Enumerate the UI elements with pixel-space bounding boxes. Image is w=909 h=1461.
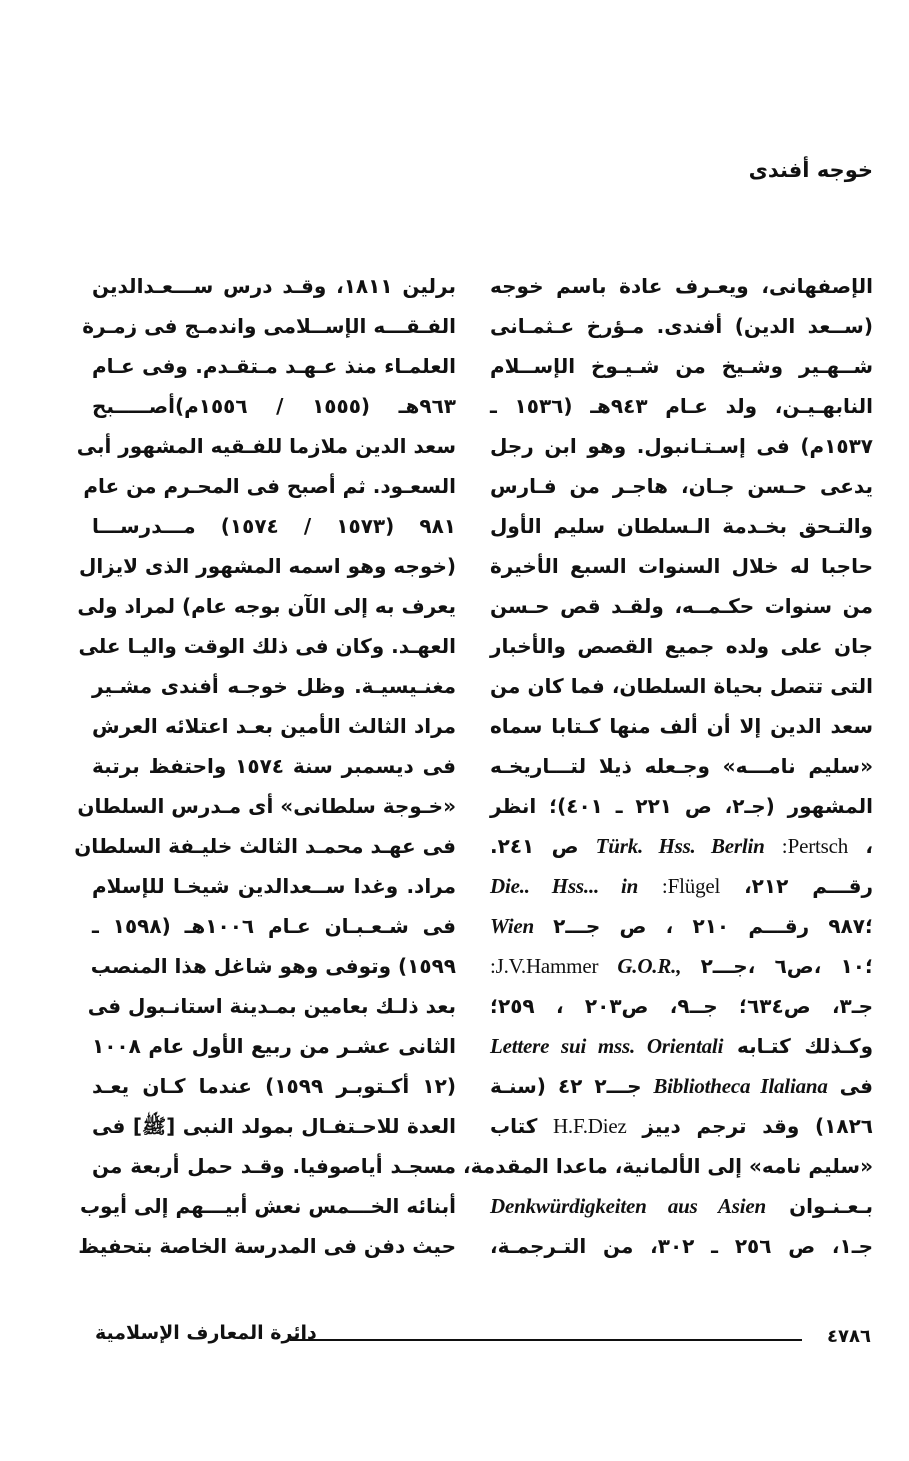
text-line — [490, 306, 873, 346]
text-segment: يعرف به إلى الآن بوجه عام) لمراد ولى — [77, 594, 456, 618]
text-segment: السعـود. ثم أصبح فى المحـرم من عام — [83, 474, 456, 498]
text-line — [490, 1186, 873, 1226]
text-line — [490, 1026, 873, 1066]
text-segment: ٩٦٣هـ (١٥٥٥ / ١٥٥٦م)أصـــــبح — [92, 394, 456, 418]
text-segment: فى — [839, 1074, 874, 1098]
text-line — [490, 1106, 873, 1146]
text-line — [92, 906, 456, 946]
text-line — [490, 466, 873, 506]
text-line — [92, 746, 456, 786]
text-line — [83, 466, 456, 506]
latin-citation: Die.. Hss... in — [490, 874, 639, 898]
text-segment: بعد ذلـك بعامين بمـدينة استانـبول فى — [87, 994, 456, 1018]
text-segment: سعد الدين إلا أن ألف منها كـتابا سماه — [490, 714, 873, 738]
latin-citation: :Flügel — [661, 874, 721, 898]
text-segment: الثانى عشـر من ربيع الأول عام ١٠٠٨ — [92, 1034, 456, 1058]
left-text-column — [74, 266, 456, 1266]
text-segment: «خـوجة سلطانى» أى مـدرس السلطان — [77, 794, 456, 818]
text-segment: العلمـاء منذ عـهـد مـتقـدم. وفى عـام — [92, 354, 456, 378]
text-segment: جـ٣، ص٦٣٤؛ جــ٩، ص٢٠٣ ، ٢٥٩؛ — [490, 994, 874, 1018]
text-line — [490, 986, 873, 1026]
text-segment: ، — [865, 834, 874, 858]
text-line — [92, 1146, 456, 1186]
text-segment: النابهـيـن، ولد عـام ٩٤٣هـ (١٥٣٦ ـ — [490, 394, 873, 418]
text-line — [490, 386, 873, 426]
text-segment: سعد الدين ملازما للفـقيه المشهور أبى — [76, 434, 456, 458]
text-segment: حيث دفن فى المدرسة الخاصة بتحفيظ — [78, 1234, 456, 1258]
text-segment: ؛٩٨٧ رقـــم ٢١٠ ، ص — [619, 914, 873, 938]
text-segment: بـعـنـوان — [789, 1194, 874, 1218]
text-line — [490, 826, 873, 866]
text-line — [92, 1106, 456, 1146]
text-line — [463, 1146, 873, 1186]
text-line — [92, 946, 456, 986]
text-line — [78, 546, 456, 586]
latin-citation: Türk. Hss. Berlin — [595, 834, 765, 858]
text-line — [77, 586, 456, 626]
text-segment: أبنائه الخـــمس نعش أبيـــهم إلى أيوب — [79, 1194, 456, 1218]
text-line — [77, 786, 456, 826]
text-line — [92, 706, 456, 746]
text-line — [490, 426, 873, 466]
text-segment: ١٨٢٦) وقد ترجم دييز — [642, 1114, 873, 1138]
text-line — [490, 626, 873, 666]
latin-citation: Bibliotheca Ilaliana — [653, 1074, 828, 1098]
latin-citation: Lettere sui mss. Orientali — [490, 1034, 724, 1058]
text-line — [78, 1226, 456, 1266]
text-line — [92, 386, 456, 426]
text-line — [490, 586, 873, 626]
text-segment: والتـحق بخـدمة الـسلطان سليم الأول — [490, 514, 873, 538]
text-segment: العدة للاحـتفـال بمولد النبى [ﷺ] فى — [92, 1114, 456, 1138]
text-segment: من سنوات حكـمــه، ولقـد قص حـسن — [490, 594, 873, 618]
text-line — [490, 746, 873, 786]
text-segment: ١٥٣٧م) فى إسـتـانبول. وهو ابن رجل — [490, 434, 873, 458]
text-line — [490, 666, 873, 706]
text-line — [92, 1026, 456, 1066]
text-line — [78, 626, 456, 666]
text-segment: وكـذلك كتـابه — [736, 1034, 874, 1058]
latin-citation: Denkwürdigkeiten aus Asien — [490, 1194, 766, 1218]
latin-citation: Wien — [490, 914, 534, 938]
latin-citation: :Pertsch — [781, 834, 849, 858]
text-segment: الفـقـــه الإســلامى واندمـج فى زمـرة — [82, 314, 456, 338]
text-segment: (ســعد الدين) أفندى. مـؤرخ عـثمـانى — [490, 314, 873, 338]
text-segment: مراد الثالث الأمين بعـد اعتلائه العرش — [92, 714, 456, 738]
text-segment: ١٥٩٩) وتوفى وهو شاغل هذا المنصب — [90, 954, 456, 978]
page-number: ٤٧٨٦ — [827, 1326, 871, 1347]
text-segment: مراد. وغدا ســعدالدين شيخـا للإسلام — [92, 874, 456, 898]
text-line — [490, 706, 873, 746]
text-segment: برلين ١٨١١، وقـد درس ســـعـدالدين — [92, 274, 456, 298]
latin-citation: :J.V.Hammer — [490, 954, 599, 978]
text-line — [490, 946, 873, 986]
text-segment: جـــ٢ — [553, 914, 601, 938]
text-line — [490, 906, 873, 946]
text-segment: جـــ٢ ٤٢ (سنـة — [490, 1074, 642, 1098]
text-line — [92, 266, 456, 306]
text-segment: كتاب — [490, 1114, 538, 1138]
text-segment: جـ١، ص ٢٥٦ ـ ٣٠٢، من التـرجمـة، — [490, 1234, 873, 1258]
latin-citation: G.O.R., — [617, 954, 682, 978]
text-line — [490, 786, 873, 826]
text-segment: حاجبا له خلال السنوات السبع الأخيرة — [490, 554, 873, 578]
text-line — [490, 346, 873, 386]
text-line — [490, 1066, 873, 1106]
text-line — [490, 866, 873, 906]
text-line — [79, 1186, 456, 1226]
text-segment: التى تتصل بحياة السلطان، فما كان من — [490, 674, 873, 698]
text-line — [490, 506, 873, 546]
text-segment: (١٢ أكـتوبـر ١٥٩٩) عندما كـان يعـد — [92, 1074, 456, 1098]
footer-publication-title: دائرة المعارف الإسلامية — [95, 1322, 317, 1344]
text-segment: ؛١٠ ،ص٦ ،جـــ٢ — [700, 954, 873, 978]
text-line — [92, 346, 456, 386]
text-segment: مسجـد أياصوفيا. وقـد حمل أربعة من — [92, 1154, 456, 1178]
text-line — [87, 986, 456, 1026]
text-segment: الإصفهانى، ويعـرف عادة باسم خوجه — [490, 274, 873, 298]
text-segment: ص ٢٤١. — [490, 834, 579, 858]
text-segment: جان على ولده جميع القصص والأخبار — [490, 634, 873, 658]
text-segment: «سليم نامه» إلى الألمانية، ماعدا المقدمة، — [463, 1154, 873, 1178]
text-segment: فى عهـد محمـد الثالث خليـفة السلطان — [74, 834, 456, 858]
text-line — [74, 826, 456, 866]
text-line — [490, 546, 873, 586]
text-segment: مغنـيسيـة. وظل خوجـه أفندى مشـير — [92, 674, 456, 698]
text-line — [82, 306, 456, 346]
text-line — [76, 426, 456, 466]
text-line — [92, 866, 456, 906]
text-segment: ٩٨١ (١٥٧٣ / ١٥٧٤) مـــدرســـا — [92, 514, 456, 538]
text-segment: يدعى حـسن جـان، هاجـر من فـارس — [490, 474, 873, 498]
text-line — [92, 1066, 456, 1106]
text-line — [490, 1226, 873, 1266]
page-header-title: خوجه أفندى — [748, 158, 873, 182]
text-segment: المشهور (جـ٢، ص ٢٢١ ـ ٤٠١)؛ انظر — [490, 794, 874, 818]
text-segment: شــهـير وشـيخ من شـيـوخ الإســلام — [490, 354, 873, 378]
text-line — [92, 666, 456, 706]
text-segment: العهـد. وكان فى ذلك الوقت واليـا على — [78, 634, 456, 658]
text-segment: «سليم نامـــه» وجـعله ذيلا لتـــاريخـه — [490, 754, 873, 778]
text-segment: فى شـعـبـان عـام ١٠٠٦هـ (١٥٩٨ ـ — [92, 914, 456, 938]
latin-citation: H.F.Diez — [552, 1114, 627, 1138]
footer-divider — [290, 1339, 802, 1341]
text-segment: (خوجه وهو اسمه المشهور الذى لايزال — [78, 554, 456, 578]
text-segment: فى ديسمبر سنة ١٥٧٤ واحتفظ برتبة — [92, 754, 456, 778]
text-line — [92, 506, 456, 546]
text-segment: رقـــم ٢١٢، — [744, 874, 873, 898]
text-line — [490, 266, 873, 306]
right-text-column — [463, 266, 874, 1266]
